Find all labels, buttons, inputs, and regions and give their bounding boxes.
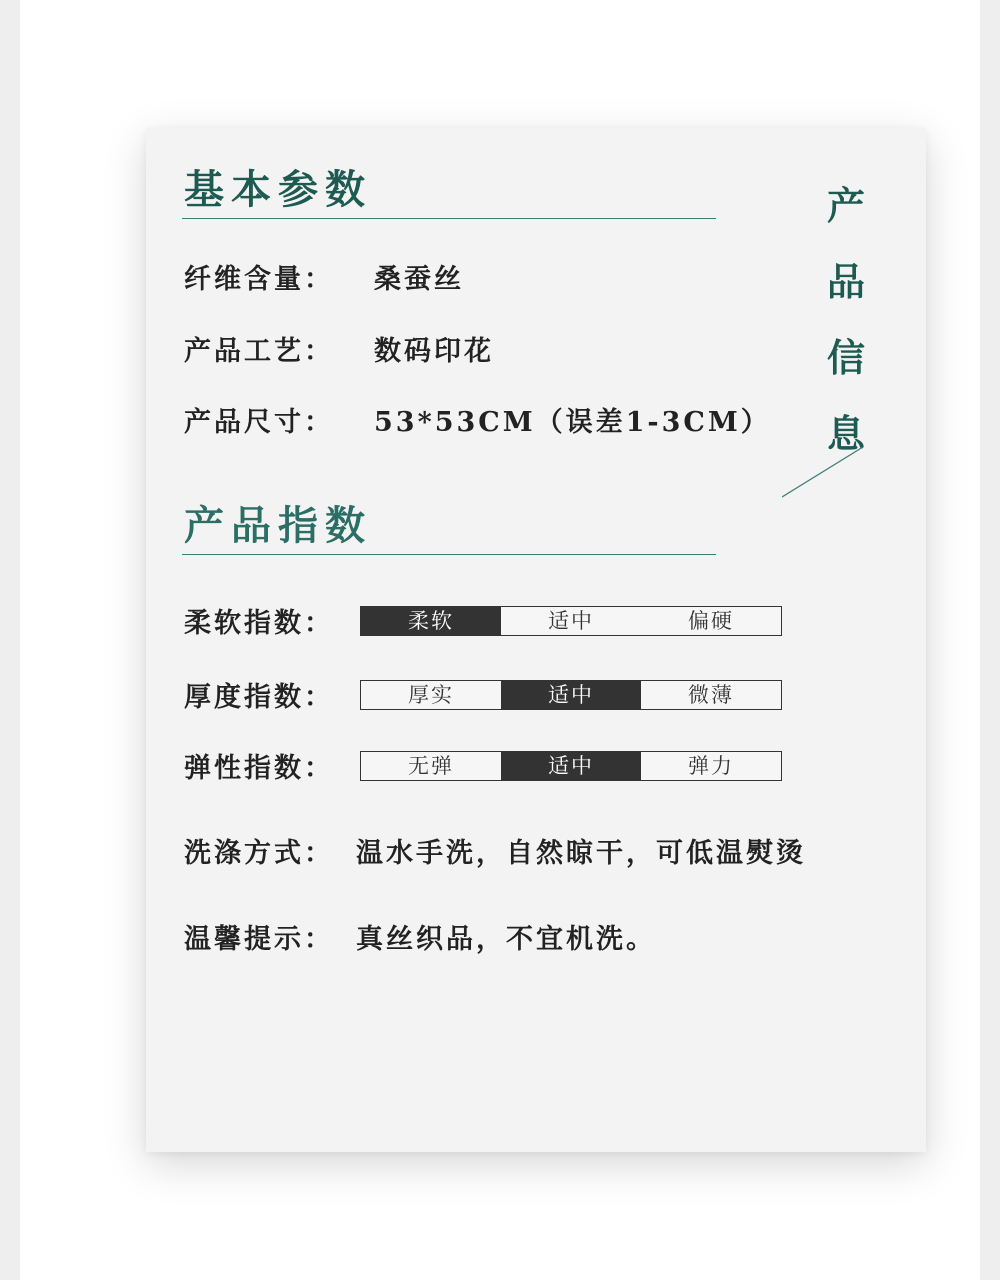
- scale-option: 厚实: [408, 683, 454, 707]
- param-row-craft: [184, 338, 494, 365]
- warm-tip-value: 真丝织品，不宜机洗。: [356, 924, 656, 955]
- decorative-diagonal-line: [782, 446, 864, 498]
- index-label: 弹性指数：: [184, 753, 334, 784]
- param-row-fiber: [184, 266, 464, 293]
- warm-tip-label: 温馨提示：: [184, 924, 334, 955]
- param-label: 纤维含量：: [184, 264, 334, 295]
- basic-params-divider: [182, 218, 716, 219]
- vertical-title-char: 品: [826, 259, 865, 304]
- product-index-title: 产品指数: [184, 502, 372, 549]
- scale-option: 无弹: [408, 754, 454, 778]
- basic-params-title: 基本参数: [184, 166, 372, 213]
- scale-option-selected: 适中: [501, 752, 641, 780]
- warm-tip-row: [184, 926, 656, 953]
- param-value: 桑蚕丝: [374, 264, 464, 295]
- product-info-card: [146, 128, 926, 1152]
- param-label: 产品工艺：: [184, 336, 334, 367]
- elasticity-scale: [360, 751, 782, 781]
- wash-method-label: 洗涤方式：: [184, 838, 334, 869]
- vertical-product-info-title: [826, 168, 866, 472]
- softness-scale: [360, 606, 782, 636]
- param-label: 产品尺寸：: [184, 407, 334, 438]
- vertical-title-char: 息: [826, 411, 865, 456]
- param-row-size: [184, 409, 771, 436]
- vertical-title-char: 产: [826, 183, 865, 228]
- param-value: 53*53CM（误差1-3CM）: [374, 407, 771, 438]
- thickness-scale: [360, 680, 782, 710]
- wash-method-value: 温水手洗，自然晾干，可低温熨烫: [356, 838, 806, 869]
- index-label: 柔软指数：: [184, 608, 334, 639]
- product-index-divider: [182, 554, 716, 555]
- param-value: 数码印花: [374, 336, 494, 367]
- index-label: 厚度指数：: [184, 682, 334, 713]
- scale-option-selected: 适中: [501, 681, 641, 709]
- scale-option: 适中: [548, 609, 594, 633]
- page-background: [20, 0, 980, 1280]
- scale-option: 微薄: [688, 683, 734, 707]
- vertical-title-char: 信: [826, 335, 865, 380]
- scale-option-selected: 柔软: [361, 607, 501, 635]
- scale-option: 偏硬: [688, 609, 734, 633]
- scale-option: 弹力: [688, 754, 734, 778]
- wash-method-row: [184, 840, 806, 867]
